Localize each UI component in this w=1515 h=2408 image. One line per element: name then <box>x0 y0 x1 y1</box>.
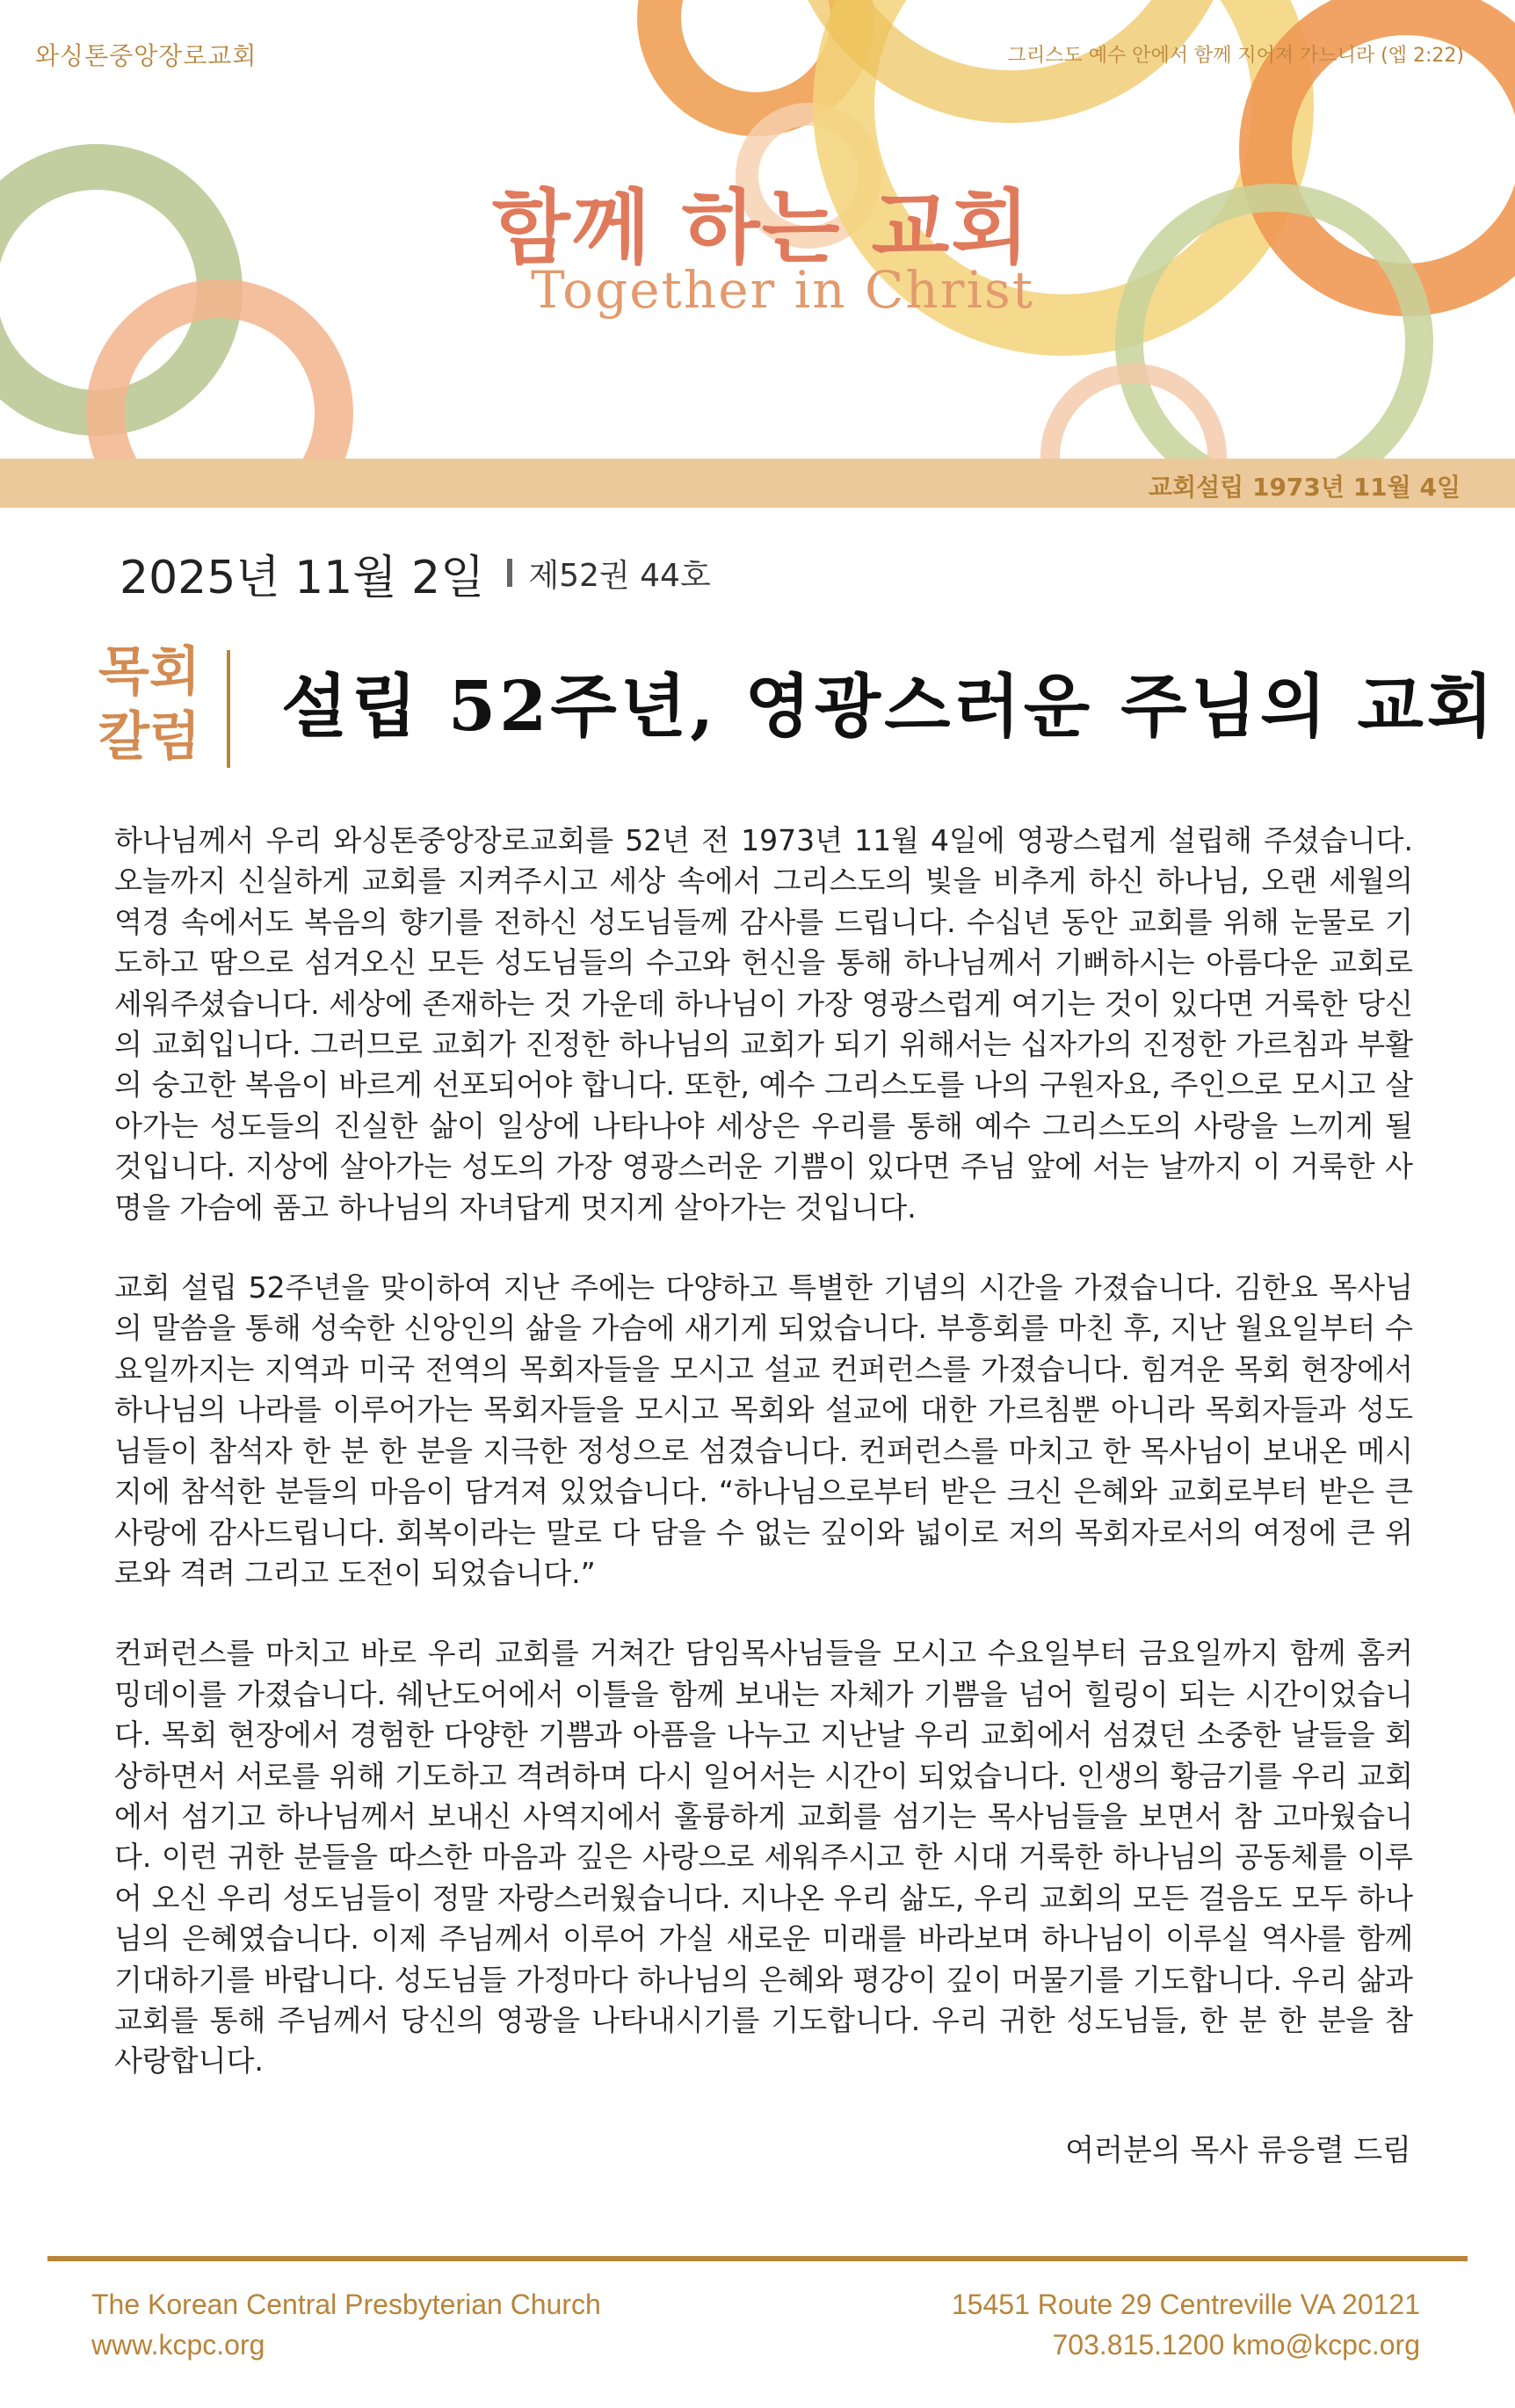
column-label <box>98 640 230 770</box>
header-banner <box>0 0 1515 508</box>
footer-divider <box>47 2256 1468 2261</box>
column-body <box>114 821 1413 2122</box>
pastor-signature: 여러분의 목사 류응렬 드림 <box>1065 2133 1411 2168</box>
footer-left <box>91 2284 601 2365</box>
bulletin-title-english: Together in Christ <box>531 260 1035 320</box>
issue-volume: 제52권 44호 <box>528 557 711 594</box>
column-divider <box>227 650 230 768</box>
footer-address: 15451 Route 29 Centreville VA 20121 <box>951 2289 1420 2320</box>
body-paragraph-2: 교회 설립 52주년을 맞이하여 지난 주에는 다양하고 특별한 기념의 시간을 가졌습니다. 김한요 목사님의 말씀을 통해 성숙한 신앙인의 삶을 가슴에 새기게 되었습니다. 부흥회를 마친 후, 지난 월요일부터 수요일까지는 지역과 미국 전역의 목회자들을 모시고 설교 컨퍼런스를 가졌습니다. 힘겨운 목회 현장에서 하나님의 나라를 이루어가는 목회자들을 모시고 목회와 설교에 대한 가르침뿐 아니라 목회자들과 성도님들이 참석자 한 분 한 분을 지극한 정성으로 섬겼습니다. 컨퍼런스를 마치고 한 목사님이 보내온 메시지에 참석한 분들의 마음이 담겨져 있었습니다. “하나님으로부터 받은 크신 은혜와 교회로부터 받은 큰 사랑에 감사드립니다. 회복이라는 말로 다 담을 수 없는 깊이와 넓이로 저의 목회자로서의 여정에 큰 위로와 격려 그리고 도전이 되었습니다.” <box>114 1270 1413 1590</box>
church-name: 와싱톤중앙장로교회 <box>35 41 257 70</box>
dateline-divider <box>507 559 512 587</box>
issue-date: 2025년 11월 2일 <box>120 551 485 604</box>
founding-date: 교회설립 1973년 11월 4일 <box>1149 473 1461 502</box>
footer-right <box>952 2284 1420 2365</box>
body-paragraph-3: 컨퍼런스를 마치고 바로 우리 교회를 거쳐간 담임목사님들을 모시고 수요일부터 금요일까지 함께 홈커밍데이를 가졌습니다. 쉐난도어에서 이틀을 함께 보내는 자체가 기쁨을 넘어 힐링이 되는 시간이었습니다. 목회 현장에서 경험한 다양한 기쁨과 아픔을 나누고 지난날 우리 교회에서 섬겼던 소중한 날들을 회상하면서 서로를 위해 기도하고 격려하며 다시 일어서는 시간이 되었습니다. 인생의 황금기를 우리 교회에서 섬기고 하나님께서 보내신 사역지에서 훌륭하게 교회를 섬기는 목사님들을 보면서 참 고마웠습니다. 이런 귀한 분들을 따스한 마음과 깊은 사랑으로 세워주시고 한 시대 거룩한 하나님의 공동체를 이루어 오신 우리 성도님들이 정말 자랑스러웠습니다. 지나온 우리 삶도, 우리 교회의 모든 걸음도 모두 하나님의 은혜였습니다. 이제 주님께서 이루어 가실 새로운 미래를 바라보며 하나님이 이루실 역사를 함께 기대하기를 바랍니다. 성도님들 가정마다 하나님의 은혜와 평강이 깊이 머물기를 기도합니다. 우리 삶과 교회를 통해 주님께서 당신의 영광을 나타내시기를 기도합니다. 우리 귀한 성도님들, 한 분 한 분을 참 사랑합니다. <box>114 1636 1413 2079</box>
footer-website-link[interactable]: www.kcpc.org <box>91 2329 265 2361</box>
column-label-line2: 칼럼 <box>98 706 200 768</box>
column-label-line1: 목회 <box>98 641 200 703</box>
header-verse: 그리스도 예수 안에서 함께 지어져 가느니라 (엡 2:22) <box>1007 45 1464 67</box>
body-paragraph-1: 하나님께서 우리 와싱톤중앙장로교회를 52년 전 1973년 11월 4일에 영광스럽게 설립해 주셨습니다. 오늘까지 신실하게 교회를 지켜주시고 세상 속에서 그리스도의 빛을 비추게 하신 하나님, 오랜 세월의 역경 속에서도 복음의 향기를 전하신 성도님들께 감사를 드립니다. 수십년 동안 교회를 위해 눈물로 기도하고 땀으로 섬겨오신 모든 성도님들의 수고와 헌신을 통해 하나님께서 기뻐하시는 아름다운 교회로 세워주셨습니다. 세상에 존재하는 것 가운데 하나님이 가장 영광스럽게 여기는 것이 있다면 거룩한 당신의 교회입니다. 그러므로 교회가 진정한 하나님의 교회가 되기 위해서는 십자가의 진정한 가르침과 부활의 숭고한 복음이 바르게 선포되어야 합니다. 또한, 예수 그리스도를 나의 구원자요, 주인으로 모시고 살아가는 성도들의 진실한 삶이 일상에 나타나야 세상은 우리를 통해 예수 그리스도의 사랑을 느끼게 될 것입니다. 지상에 살아가는 성도의 가장 영광스러운 기쁨이 있다면 주님 앞에 서는 날까지 이 거룩한 사명을 가슴에 품고 하나님의 자녀답게 멋지게 살아가는 것입니다. <box>114 823 1413 1225</box>
issue-dateline <box>120 546 711 604</box>
bulletin-title-korean: 함께 하는 교회 <box>492 181 1032 275</box>
footer-church-name: The Korean Central Presbyterian Church <box>91 2289 601 2320</box>
column-headline: 설립 52주년, 영광스러운 주님의 교회 <box>281 667 1497 747</box>
footer-contact[interactable]: 703.815.1200 kmo@kcpc.org <box>1052 2329 1420 2361</box>
